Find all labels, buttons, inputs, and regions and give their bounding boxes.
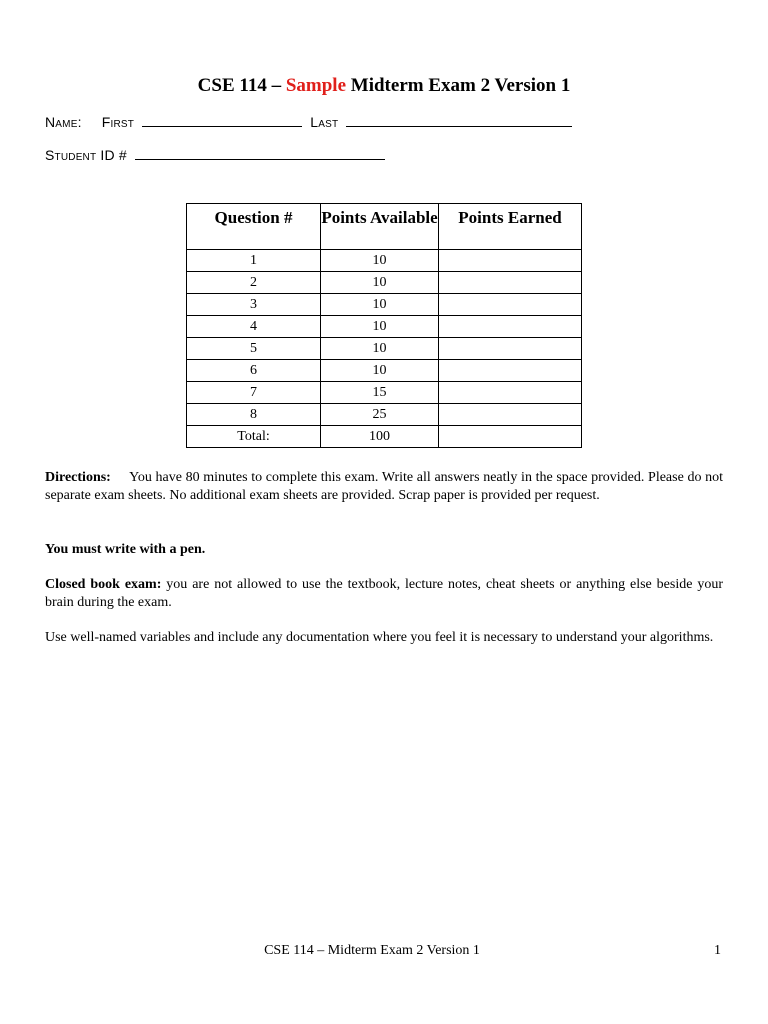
points-available: 10 xyxy=(321,272,439,294)
points-available: 10 xyxy=(321,316,439,338)
title-prefix: CSE 114 – xyxy=(197,75,286,96)
title-suffix: Midterm Exam 2 Version 1 xyxy=(346,75,571,96)
question-number: 1 xyxy=(187,250,321,272)
table-row xyxy=(187,338,582,360)
first-name-field[interactable] xyxy=(142,114,302,127)
points-available: 10 xyxy=(321,338,439,360)
points-available: 15 xyxy=(321,382,439,404)
question-number: 5 xyxy=(187,338,321,360)
name-field-row xyxy=(45,114,572,130)
points-earned-cell[interactable] xyxy=(439,272,582,294)
points-available: 10 xyxy=(321,360,439,382)
points-earned-cell[interactable] xyxy=(439,404,582,426)
student-id-label: Student ID # xyxy=(45,147,127,163)
header-question: Question # xyxy=(187,204,321,250)
points-earned-cell[interactable] xyxy=(439,338,582,360)
directions-paragraph xyxy=(45,469,723,505)
question-number: 4 xyxy=(187,316,321,338)
header-points-earned: Points Earned xyxy=(439,204,582,250)
last-name-field[interactable] xyxy=(346,114,572,127)
student-id-row xyxy=(45,147,385,163)
points-available: 10 xyxy=(321,250,439,272)
total-row xyxy=(187,426,582,448)
closed-book-paragraph xyxy=(45,576,723,612)
score-table-header xyxy=(187,204,582,250)
points-earned-cell[interactable] xyxy=(439,294,582,316)
pen-notice: You must write with a pen. xyxy=(45,542,206,557)
table-row xyxy=(187,294,582,316)
points-earned-cell[interactable] xyxy=(439,360,582,382)
table-row xyxy=(187,404,582,426)
total-label: Total: xyxy=(187,426,321,448)
points-earned-cell[interactable] xyxy=(439,316,582,338)
exam-title xyxy=(0,75,768,97)
footer-text: CSE 114 – Midterm Exam 2 Version 1 xyxy=(264,943,480,958)
total-value: 100 xyxy=(321,426,439,448)
points-earned-cell[interactable] xyxy=(439,250,582,272)
title-accent: Sample xyxy=(285,75,347,96)
score-table xyxy=(186,203,582,448)
closed-book-text: you are not allowed to use the textbook, lecture notes, cheat sheets or anything else beside your brain during the exam. xyxy=(45,577,723,610)
table-row xyxy=(187,272,582,294)
question-number: 3 xyxy=(187,294,321,316)
points-available: 25 xyxy=(321,404,439,426)
table-row xyxy=(187,360,582,382)
table-row xyxy=(187,250,582,272)
student-id-field[interactable] xyxy=(135,147,385,160)
question-number: 6 xyxy=(187,360,321,382)
header-points-available: Points Available xyxy=(321,204,439,250)
points-available: 10 xyxy=(321,294,439,316)
question-number: 2 xyxy=(187,272,321,294)
last-name-label: Last xyxy=(310,114,339,130)
total-earned-cell[interactable] xyxy=(439,426,582,448)
closed-book-label: Closed book exam: xyxy=(45,577,162,592)
first-name-label: First xyxy=(101,114,135,130)
page-number: 1 xyxy=(714,943,721,958)
name-label: Name: xyxy=(45,114,82,130)
question-number: 7 xyxy=(187,382,321,404)
points-earned-cell[interactable] xyxy=(439,382,582,404)
table-row xyxy=(187,316,582,338)
variables-paragraph: Use well-named variables and include any documentation where you feel it is necessary to understand your algorithms. xyxy=(45,630,714,645)
directions-text: You have 80 minutes to complete this exam. Write all answers neatly in the space provided. Please do not separate exam sheets. No additional exam sheets are provided. Scrap paper is provided per request. xyxy=(45,470,723,503)
question-number: 8 xyxy=(187,404,321,426)
directions-label: Directions: xyxy=(45,470,111,485)
table-row xyxy=(187,382,582,404)
